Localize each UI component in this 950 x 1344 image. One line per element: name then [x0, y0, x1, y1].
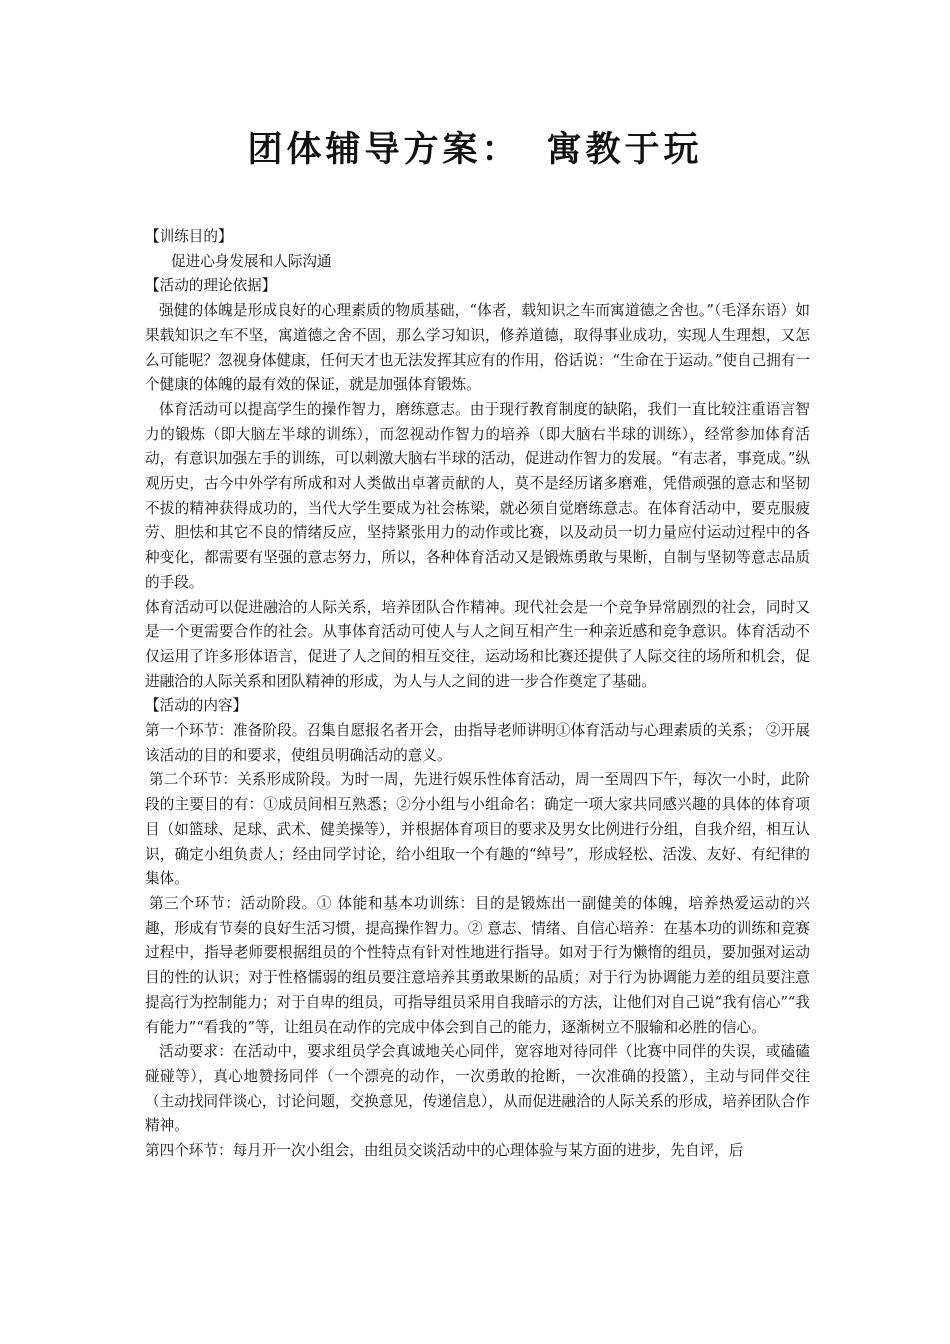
- requirements-paragraph: 活动要求：在活动中，要求组员学会真诚地关心同伴，宽容地对待同伴（比赛中同伴的失误，或磕磕碰碰等），真心地赞扬同伴（一个漂亮的动作，一次勇敢的抢断，一次准确的投篮），主动与同伴交往（主动找同伴谈心，讨论问题，交换意见，传递信息），从而促进融洽的人际关系的形成，培养团队合作精神。: [145, 1043, 810, 1135]
- goal-paragraph: 促进心身发展和人际沟通: [171, 252, 332, 270]
- step-4-paragraph: 第四个环节：每月开一次小组会，由组员交谈活动中的心理体验与某方面的进步，先自评，后: [145, 1142, 744, 1160]
- document-body: [145, 225, 810, 1164]
- title-main: 团体辅导方案：: [247, 130, 521, 170]
- section-heading-theory: 【活动的理论依据】: [145, 277, 277, 295]
- step-1-paragraph: 第一个环节：准备阶段。召集自愿报名者开会，由指导老师讲明①体育活动与心理素质的关系； ②开展该活动的目的和要求，使组员明确活动的意义。: [145, 722, 810, 764]
- step-2-paragraph: 第二个环节：关系形成阶段。为时一周，先进行娱乐性体育活动，周一至周四下午，每次一小时，此阶段的主要目的有：①成员间相互熟悉；②分小组与小组命名：确定一项大家共同感兴趣的具体的体育项目（如篮球、足球、武术、健美操等），并根据体育项目的要求及男女比例进行分组，自我介绍，相互认识，确定小组负责人；经由同学讨论，给小组取一个有趣的“绰号”，形成轻松、活泼、友好、有纪律的集体。: [145, 771, 810, 888]
- theory-paragraph-3: 体育活动可以促进融洽的人际关系，培养团队合作精神。现代社会是一个竞争异常剧烈的社会，同时又是一个更需要合作的社会。从事体育活动可使人与人之间互相产生一种亲近感和竞争意识。体育活动不仅运用了许多形体语言，促进了人之间的相互交往，运动场和比赛还提供了人际交往的场所和机会，促进融洽的人际关系和团队精神的形成，为人与人之间的进一步合作奠定了基础。: [145, 598, 810, 690]
- section-heading-content: 【活动的内容】: [145, 697, 248, 715]
- document-title: [0, 128, 950, 172]
- section-heading-goal: 【训练目的】: [145, 228, 233, 245]
- theory-paragraph-1: 强健的体魄是形成良好的心理素质的物质基础，“体者，载知识之车而寓道德之舍也。”（毛泽东语）如果载知识之车不坚，寓道德之舍不固，那么学习知识，修养道德，取得事业成功，实现人生理想，又怎么可能呢？忽视身体健康，任何天才也无法发挥其应有的作用，俗话说：“生命在于运动。”使自己拥有一个健康的体魄的最有效的保证，就是加强体育锻炼。: [145, 302, 810, 394]
- step-3-paragraph: 第三个环节：活动阶段。① 体能和基本功训练：目的是锻炼出一副健美的体魄，培养热爱运动的兴趣，形成有节奏的良好生活习惯，提高操作智力。② 意志、情绪、自信心培养：在基本功的训练和竞赛过程中，指导老师要根据组员的个性特点有针对性地进行指导。如对于行为懒惰的组员，要加强对运动目的性的认识；对于性格懦弱的组员要注意培养其勇敢果断的品质；对于行为协调能力差的组员要注意提高行为控制能力；对于自卑的组员，可指导组员采用自我暗示的方法，让他们对自己说“我有信心”“我有能力”“看我的”等，让组员在动作的完成中体会到自己的能力，逐渐树立不服输和必胜的信心。: [145, 894, 810, 1036]
- title-subtitle: 寓教于玩: [546, 130, 703, 170]
- theory-paragraph-2: 体育活动可以提高学生的操作智力，磨练意志。由于现行教育制度的缺陷，我们一直比较注重语言智力的锻炼（即大脑左半球的训练），而忽视动作智力的培养（即大脑右半球的训练），经常参加体育活动，有意识加强左手的训练，可以刺激大脑右半球的活动，促进动作智力的发展。“有志者，事竟成。”纵观历史，古今中外学有所成和对人类做出卓著贡献的人，莫不是经历诸多磨难，凭借顽强的意志和坚韧不拔的精神获得成功的，当代大学生要成为社会栋梁，就必须自觉磨练意志。在体育活动中，要克服疲劳、胆怯和其它不良的情绪反应，坚持紧张用力的动作或比赛，以及动员一切力量应付运动过程中的各种变化，都需要有坚强的意志努力，所以，各种体育活动又是锻炼勇敢与果断，自制与坚韧等意志品质的手段。: [145, 400, 810, 591]
